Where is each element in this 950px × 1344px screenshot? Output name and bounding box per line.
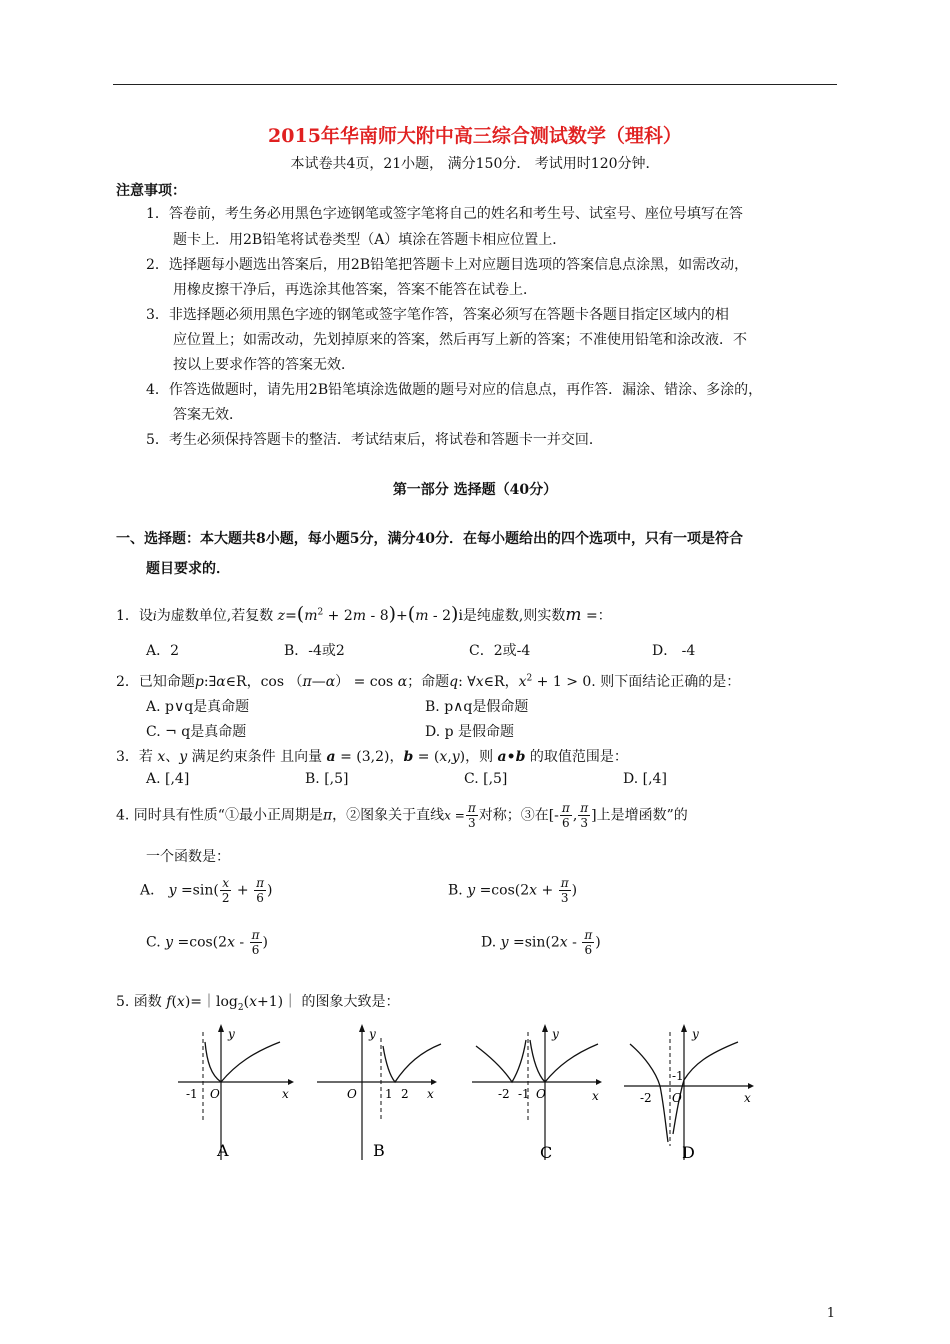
svg-text:A: A	[217, 1141, 229, 1160]
notice-line: 答案无效．	[173, 407, 243, 423]
svg-text:1: 1	[385, 1087, 393, 1101]
question-1-stem: 1．设i为虚数单位,若复数 $z=(m^2 + 2m - 8)+(m - 2)i$是纯虚数,则实数m =：	[116, 603, 612, 625]
question-3-option-d[interactable]: D. [,4]	[623, 771, 667, 787]
question-1-option-a[interactable]: A．2	[146, 643, 180, 659]
svg-text:C: C	[540, 1143, 553, 1162]
svg-text:O: O	[347, 1087, 357, 1101]
svg-text:B: B	[373, 1141, 385, 1160]
svg-text:O: O	[210, 1087, 220, 1101]
question-3-option-c[interactable]: C. [,5]	[464, 771, 508, 787]
question-5-stem: 5. 函数 $f(x)=|\log_2(x+1)|$ 的图象大致是：	[116, 994, 400, 1013]
question-3-option-b[interactable]: B. [,5]	[305, 771, 349, 787]
svg-text:-1: -1	[672, 1069, 684, 1083]
question-2-option-a[interactable]: A. p∨q是真命题	[146, 699, 250, 715]
svg-text:D: D	[682, 1143, 695, 1162]
question-5-graph-b[interactable]	[315, 1020, 445, 1165]
part-heading: 第一部分 选择题（40分）	[392, 482, 558, 498]
exam-info: 本试卷共4页，21小题， 满分150分． 考试用时120分钟．	[290, 156, 660, 172]
notice-line: 4．作答选做题时，请先用2B铅笔填涂选做题的题号对应的信息点，再作答．漏涂、错涂、多涂的，	[146, 382, 763, 398]
question-5-graph-d[interactable]	[622, 1020, 762, 1165]
question-1-option-c[interactable]: C．2或-4	[469, 643, 531, 659]
svg-text:x: x	[427, 1087, 434, 1101]
svg-text:y: y	[692, 1027, 699, 1041]
question-1-option-b[interactable]: B．-4或2	[284, 643, 345, 659]
question-2-option-c[interactable]: C. ¬ q是真命题	[146, 724, 247, 740]
svg-text:y: y	[552, 1027, 559, 1041]
question-4-option-d[interactable]: D. y =sin(2x - $\frac{\pi}{6}$ )	[481, 928, 601, 957]
question-1-option-d[interactable]: D． -4	[652, 643, 696, 659]
question-2-stem: 2．已知命题p:∃α∈R，cos （π—α） = cos α；命题q: ∀x∈R，$x^2 + 1 > 0$. 则下面结论正确的是：	[116, 673, 741, 690]
svg-text:2: 2	[401, 1087, 409, 1101]
svg-text:-1: -1	[186, 1087, 198, 1101]
question-4-option-a[interactable]: A． y =sin( $\frac{x}{2}$ + $\frac{\pi}{6}$ )	[140, 876, 273, 905]
notice-line: 用橡皮擦干净后，再选涂其他答案，答案不能答在试卷上．	[173, 282, 537, 298]
question-5-graph-a[interactable]	[176, 1020, 296, 1165]
question-5-graph-c[interactable]	[470, 1020, 610, 1165]
notice-line: 3．非选择题必须用黑色字迹的钢笔或签字笔作答，答案必须写在答题卡各题目指定区域内的相	[146, 307, 729, 323]
question-4-stem: 4. 同时具有性质“①最小正周期是π，②图象关于直线x = $\frac{\pi}{3}$ 对称；③在[- $\frac{\pi}{6}$ , $\frac{\pi}{3}$ ]上是增函数”的	[116, 801, 688, 830]
svg-text:y: y	[228, 1027, 235, 1041]
svg-text:-2: -2	[498, 1087, 510, 1101]
question-2-option-d[interactable]: D. p 是假命题	[425, 724, 515, 740]
svg-text:x: x	[744, 1091, 751, 1105]
question-2-option-b[interactable]: B. p∧q是假命题	[425, 699, 529, 715]
notice-line: 1．答卷前，考生务必用黑色字迹钢笔或签字笔将自己的姓名和考生号、试室号、座位号填写在答	[146, 206, 743, 222]
notice-line: 题卡上．用2B铅笔将试卷类型（A）填涂在答题卡相应位置上．	[173, 232, 567, 248]
page-title: 2015年华南师大附中高三综合测试数学（理科）	[268, 125, 682, 147]
question-4-option-c[interactable]: C. y =cos(2x - $\frac{\pi}{6}$ )	[146, 928, 268, 957]
svg-text:O: O	[536, 1087, 546, 1101]
notice-heading: 注意事项：	[116, 183, 186, 199]
page-number: 1	[826, 1306, 835, 1321]
svg-text:x: x	[282, 1087, 289, 1101]
svg-text:-2: -2	[640, 1091, 652, 1105]
question-3-option-a[interactable]: A. [,4]	[146, 771, 190, 787]
notice-line: 5．考生必须保持答题卡的整洁．考试结束后，将试卷和答题卡一并交回．	[146, 432, 603, 448]
svg-text:-1: -1	[518, 1087, 530, 1101]
svg-text:x: x	[592, 1089, 599, 1103]
question-3-stem: 3．若 x、y 满足约束条件 且向量 a = (3,2)，b = (x,y)，则 a•b 的取值范围是：	[116, 749, 628, 765]
section-instruction: 题目要求的．	[146, 561, 230, 577]
header-rule	[113, 84, 837, 85]
svg-text:O: O	[672, 1091, 682, 1105]
notice-line: 2．选择题每小题选出答案后，用2B铅笔把答题卡上对应题目选项的答案信息点涂黑，如需改动，	[146, 257, 749, 273]
question-4-stem-line-2: 一个函数是：	[146, 849, 230, 865]
notice-line: 应位置上；如需改动，先划掉原来的答案，然后再写上新的答案；不准使用铅笔和涂改液．不	[173, 332, 747, 348]
notice-line: 按以上要求作答的答案无效．	[173, 357, 355, 373]
question-4-option-b[interactable]: B. y =cos(2x + $\frac{\pi}{3}$ )	[448, 876, 578, 905]
svg-text:y: y	[369, 1027, 376, 1041]
section-instruction: 一、选择题：本大题共8小题，每小题5分，满分40分．在每小题给出的四个选项中，只有一项是符合	[116, 531, 743, 547]
